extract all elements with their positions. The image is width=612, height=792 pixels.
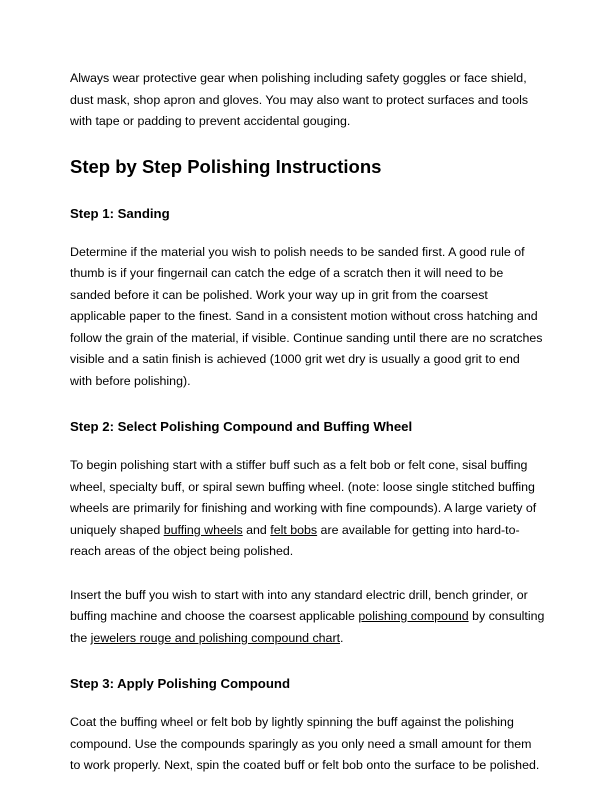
step-2-heading: Step 2: Select Polishing Compound and Buffing Wheel [70, 419, 413, 434]
link-felt-bobs[interactable]: felt bobs [270, 522, 318, 537]
link-jewelers-rouge-chart[interactable]: jewelers rouge and polishing compound chart [90, 630, 341, 645]
step-3-heading: Step 3: Apply Polishing Compound [70, 676, 291, 691]
section-step-3 [70, 675, 545, 777]
text-segment: . [340, 630, 344, 645]
text-segment: and [242, 522, 271, 537]
intro-paragraph: Always wear protective gear when polishing including safety goggles or face shield, dust mask, shop apron and gloves. You may also want to protect surfaces and tools with tape or padding to prevent accidental gouging. [70, 71, 529, 128]
section-step-2 [70, 418, 545, 649]
link-buffing-wheels[interactable]: buffing wheels [163, 522, 243, 537]
text-segment: Insert the buff you wish to start with into any standard electric drill, bench grinder, or buffing machine and choose the coarsest applicable [70, 587, 528, 623]
section-step-1 [70, 205, 545, 393]
text-segment: by consulting the [70, 609, 545, 645]
step-3-paragraph: Coat the buffing wheel or felt bob by lightly spinning the buff against the polishing compound. Use the compounds sparingly as you only need a small amount for them to work properly. Next, spin the coated buff or felt bob onto the surface to be polished. [70, 715, 540, 772]
text-segment: To begin polishing start with a stiffer buff such as a felt bob or felt cone, sisal buffing wheel, specialty buff, or spiral sewn buffing wheel. (note: loose single stitched buffing wheels are primarily for finishing and working with fine compounds). A large variety of uniquely shaped [70, 458, 537, 537]
step-2-paragraph-1 [70, 455, 545, 563]
document-title: Step by Step Polishing Instructions [70, 155, 382, 177]
step-1-paragraph: Determine if the material you wish to polish needs to be sanded first. A good rule of thumb is if your fingernail can catch the edge of a scratch then it will need to be sanded before it can be polished. Work your way up in grit from the coarsest applicable paper to the finest. Sand in a consistent motion without cross hatching and follow the grain of the material, if visible. Continue sanding until there are no scratches visible and a satin finish is achieved (1000 grit wet dry is usually a good grit to end with before polishing). [70, 244, 543, 388]
text-segment: are available for getting into hard-to-reach areas of the object being polished. [70, 522, 520, 558]
step-1-heading: Step 1: Sanding [70, 205, 170, 221]
link-polishing-compound[interactable]: polishing compound [358, 609, 469, 623]
step-2-paragraph-2 [70, 585, 545, 650]
